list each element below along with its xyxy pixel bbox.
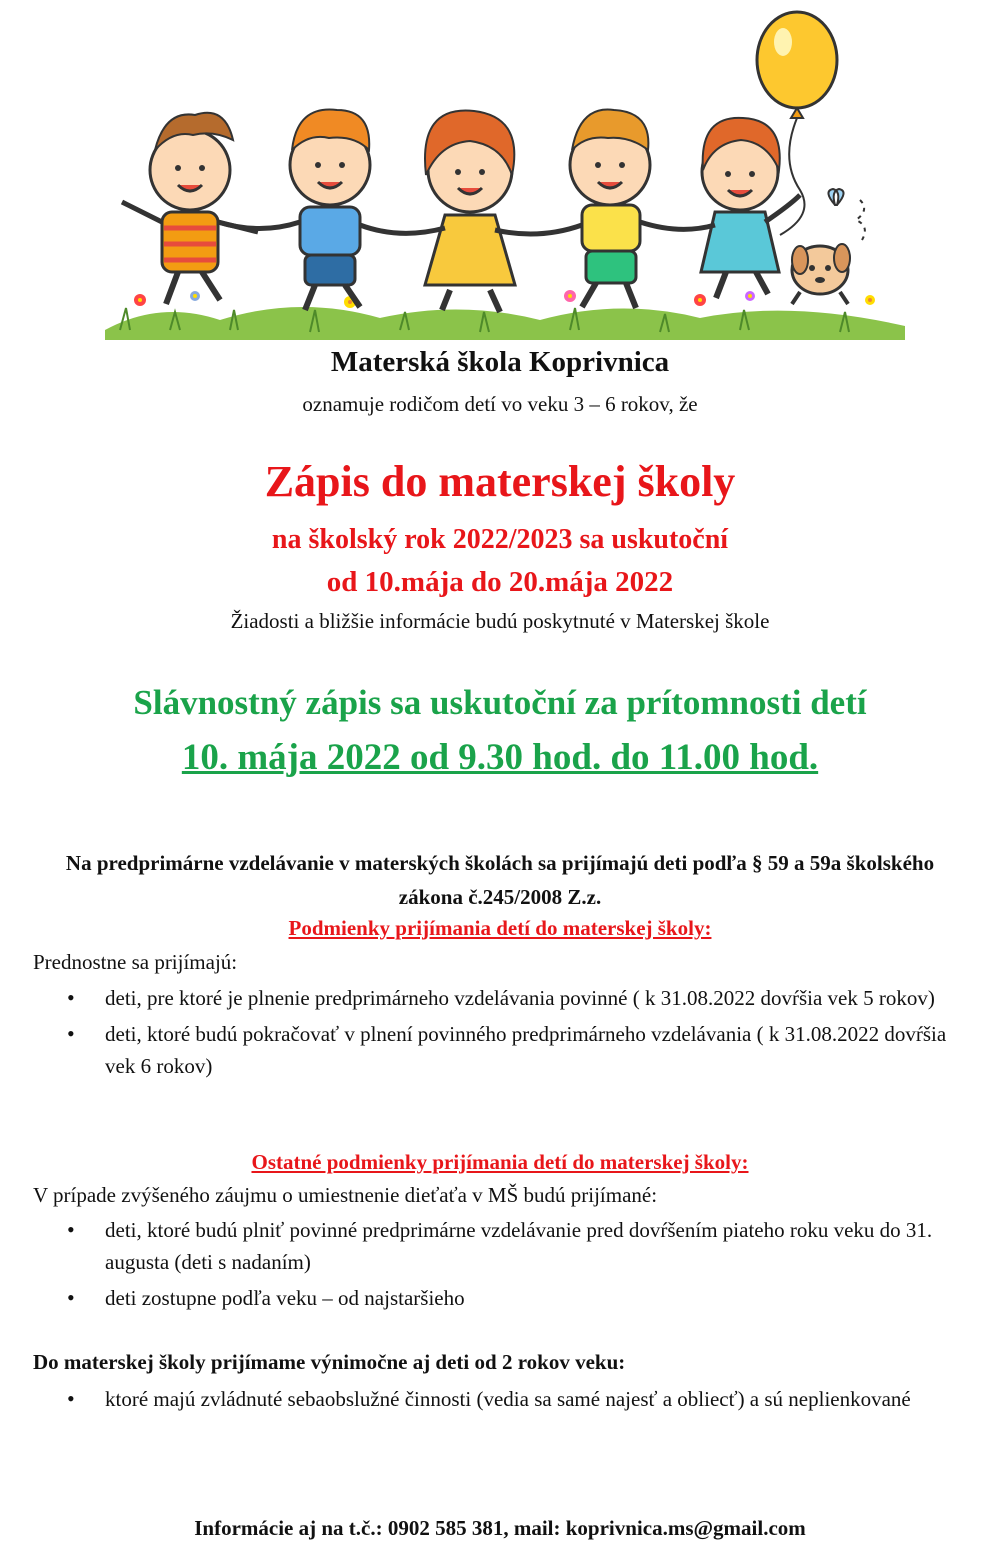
list-item: • deti, ktoré budú plniť povinné predprimárne vzdelávanie pred dovŕšením piateho roku veku do 31. augusta (deti s nadaním)	[67, 1214, 972, 1278]
kid-3	[425, 111, 515, 312]
law-text: Na predprimárne vzdelávanie v materských školách sa prijímajú deti podľa § 59 a 59a školského zákona č.245/2008 Z.z.	[65, 851, 935, 909]
kid-5	[701, 118, 780, 298]
section2-list	[67, 1214, 972, 1318]
section3-list	[67, 1383, 972, 1419]
list-item: • ktoré majú zvládnuté sebaobslužné činnosti (vedia sa samé najesť a obliecť) a sú neplienkované	[67, 1383, 972, 1415]
requests-info: Žiadosti a bližšie informácie budú poskytnuté v Materskej škole	[230, 609, 770, 633]
date-range: od 10.mája do 20.mája 2022	[326, 566, 674, 598]
balloon	[757, 12, 837, 235]
ceremony-time: 10. mája 2022 od 9.30 hod. do 11.00 hod.	[181, 737, 819, 778]
kid-1	[122, 113, 258, 304]
flowers	[134, 290, 875, 308]
contact-info: Informácie aj na t.č.: 0902 585 381, mail: koprivnica.ms@gmail.com	[194, 1516, 806, 1540]
ceremony-line: Slávnostný zápis sa uskutoční za prítomnosti detí	[133, 683, 867, 722]
section1-intro: Prednostne sa prijímajú:	[33, 950, 238, 974]
announcement: oznamuje rodičom detí vo veku 3 – 6 rokov, že	[302, 392, 698, 416]
school-name: Materská škola Koprivnica	[330, 346, 670, 378]
section1-list	[67, 982, 972, 1086]
grass	[105, 307, 905, 340]
kid-4	[570, 110, 650, 309]
ceremony-time-wrap	[0, 736, 1000, 779]
school-year: na školský rok 2022/2023 sa uskutoční	[271, 524, 729, 555]
kid-2	[290, 110, 370, 311]
section1-heading: Podmienky prijímania detí do materskej školy:	[288, 916, 712, 940]
children-illustration	[100, 0, 910, 340]
section2-intro: V prípade zvýšeného záujmu o umiestnenie dieťaťa v MŠ budú prijímané:	[33, 1183, 658, 1207]
puppy	[792, 244, 850, 304]
list-item: • deti zostupne podľa veku – od najstaršieho	[67, 1282, 972, 1314]
butterfly	[828, 189, 864, 240]
list-item: • deti, pre ktoré je plnenie predprimárneho vzdelávania povinné ( k 31.08.2022 dovŕšia vek 5 rokov)	[67, 982, 972, 1014]
list-item: • deti, ktoré budú pokračovať v plnení povinného predprimárneho vzdelávania ( k 31.08.2022 dovŕšia vek 6 rokov)	[67, 1018, 972, 1082]
headline: Zápis do materskej školy	[264, 457, 736, 506]
section3-intro: Do materskej školy prijímame výnimočne aj deti od 2 rokov veku:	[33, 1350, 626, 1374]
section2-heading: Ostatné podmienky prijímania detí do materskej školy:	[251, 1150, 749, 1174]
